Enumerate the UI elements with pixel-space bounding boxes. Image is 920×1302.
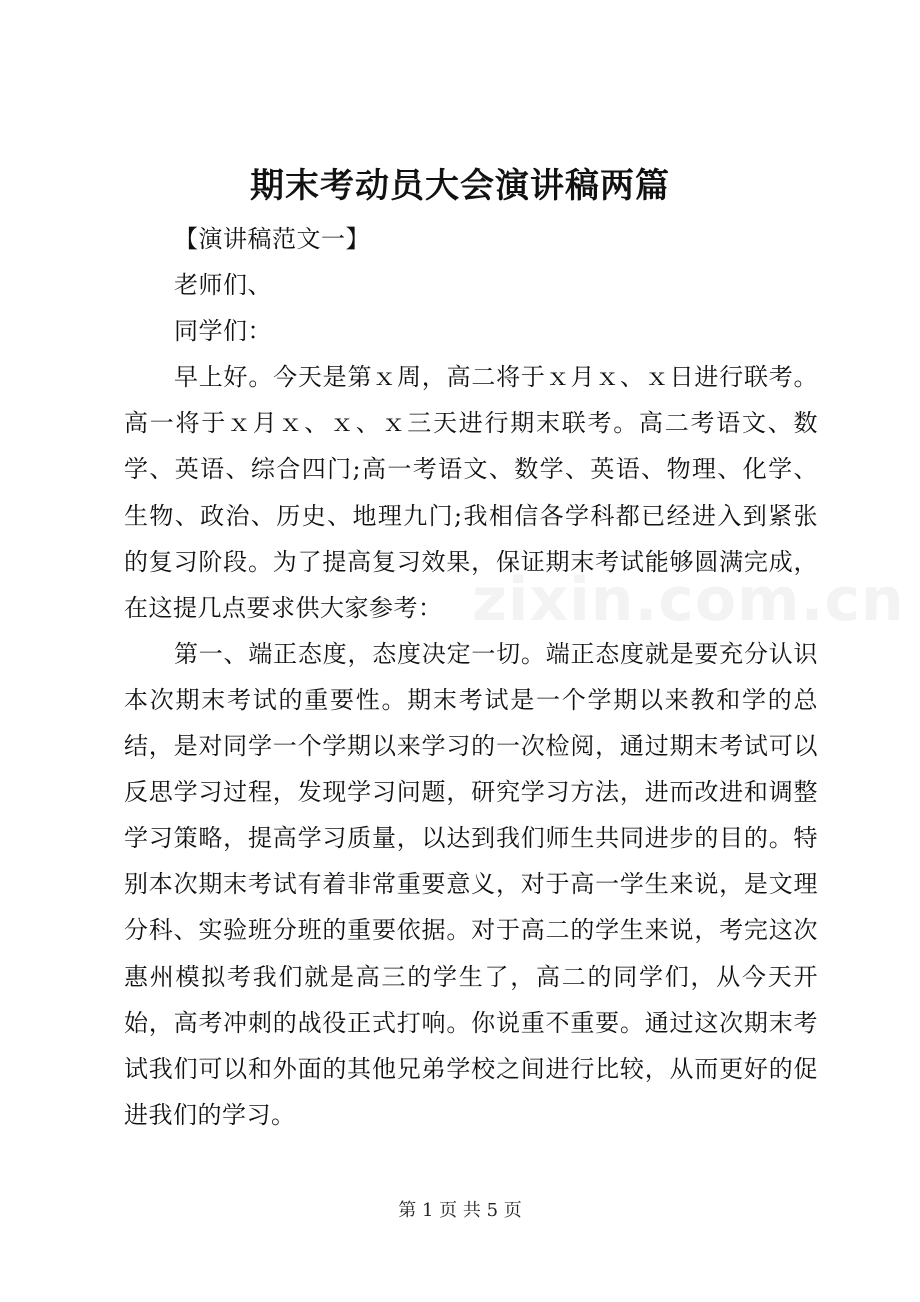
paragraph-greeting: 早上好。今天是第ｘ周，高二将于ｘ月ｘ、ｘ日进行联考。高一将于ｘ月ｘ、ｘ、ｘ三天进行期末联考。高二考语文、数学、英语、综合四门;高一考语文、数学、英语、物理、化学、生物、政治、历史、地理九门;我相信各学科都已经进入到紧张的复习阶段。为了提高复习效果，保证期末考试能够圆满完成，在这提几点要求供大家参考： xyxy=(124,363,818,622)
site-watermark: zixin.com.cn xyxy=(472,565,905,635)
page-footer: 第 1 页 共 5 页 xyxy=(398,1200,522,1221)
paragraph-section-heading: 【演讲稿范文一】 xyxy=(174,225,370,253)
document-body xyxy=(124,216,905,1138)
paragraph-salutation-teachers: 老师们、 xyxy=(174,271,272,300)
paragraph-salutation-students: 同学们： xyxy=(174,317,272,346)
paragraph-point-one: 第一、端正态度，态度决定一切。端正态度就是要充分认识本次期末考试的重要性。期末考试是一个学期以来教和学的总结，是对同学一个学期以来学习的一次检阅，通过期末考试可以反思学习过程，发现学习问题，研究学习方法，进而改进和调整学习策略，提高学习质量，以达到我们师生共同进步的目的。特别本次期末考试有着非常重要意义，对于高一学生来说，是文理分科、实验班分班的重要依据。对于高二的学生来说，考完这次惠州模拟考我们就是高三的学生了，高二的同学们，从今天开始，高考冲刺的战役正式打响。你说重不重要。通过这次期末考试我们可以和外面的其他兄弟学校之间进行比较，从而更好的促进我们的学习。 xyxy=(124,639,818,1129)
document-title: 期末考动员大会演讲稿两篇 xyxy=(250,166,670,206)
